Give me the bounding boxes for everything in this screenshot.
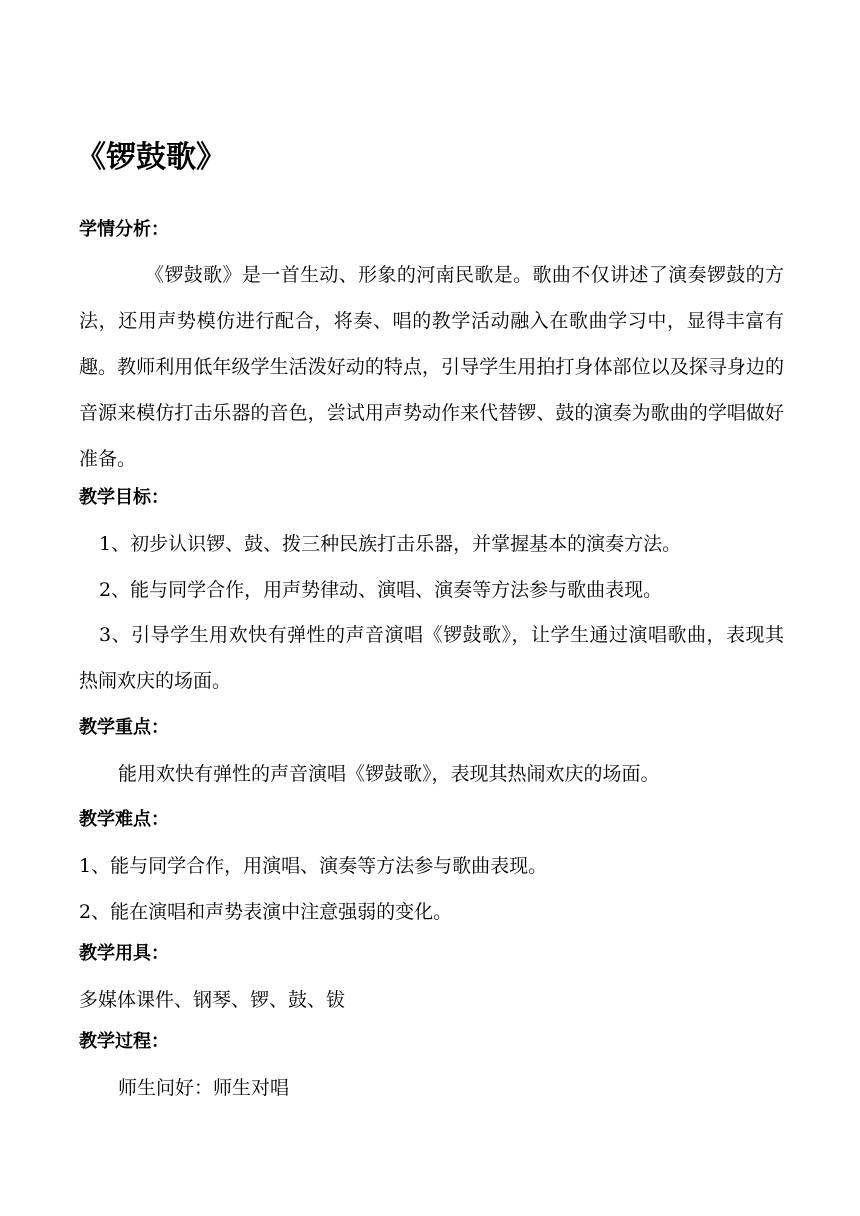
- process-heading: 教学过程：: [79, 1031, 169, 1052]
- key-points-heading: 教学重点：: [79, 717, 169, 738]
- document-title: 《锣鼓歌》: [76, 140, 226, 175]
- process-body: 师生问好：师生对唱: [118, 1077, 290, 1099]
- goal-item-2: 2、能与同学合作，用声势律动、演唱、演奏等方法参与歌曲表现。: [99, 579, 663, 601]
- goal-item-1: 1、初步认识锣、鼓、拨三种民族打击乐器，并掌握基本的演奏方法。: [99, 533, 682, 555]
- tools-body: 多媒体课件、钢琴、锣、鼓、钹: [79, 989, 346, 1011]
- analysis-body: 《锣鼓歌》是一首生动、形象的河南民歌是。歌曲不仅讲述了演奏锣鼓的方法，还用声势模仿进行配合，将奏、唱的教学活动融入在歌曲学习中，显得丰富有趣。教师利用低年级学生活泼好动的特点，引导学生用拍打身体部位以及探寻身边的音源来模仿打击乐器的音色，尝试用声势动作来代替锣、鼓的演奏为歌曲的学唱做好准备。: [79, 264, 784, 470]
- goal-item-3: 3、引导学生用欢快有弹性的声音演唱《锣鼓歌》，让学生通过演唱歌曲，表现其热闹欢庆的场面。: [79, 624, 784, 692]
- analysis-heading: 学情分析：: [79, 219, 169, 240]
- tools-heading: 教学用具：: [79, 943, 169, 964]
- key-points-body: 能用欢快有弹性的声音演唱《锣鼓歌》，表现其热闹欢庆的场面。: [118, 763, 660, 785]
- difficulty-item-2: 2、能在演唱和声势表演中注意强弱的变化。: [79, 901, 453, 923]
- difficulties-heading: 教学难点：: [79, 809, 169, 830]
- goals-heading: 教学目标：: [79, 487, 169, 508]
- difficulty-item-1: 1、能与同学合作，用演唱、演奏等方法参与歌曲表现。: [79, 855, 548, 877]
